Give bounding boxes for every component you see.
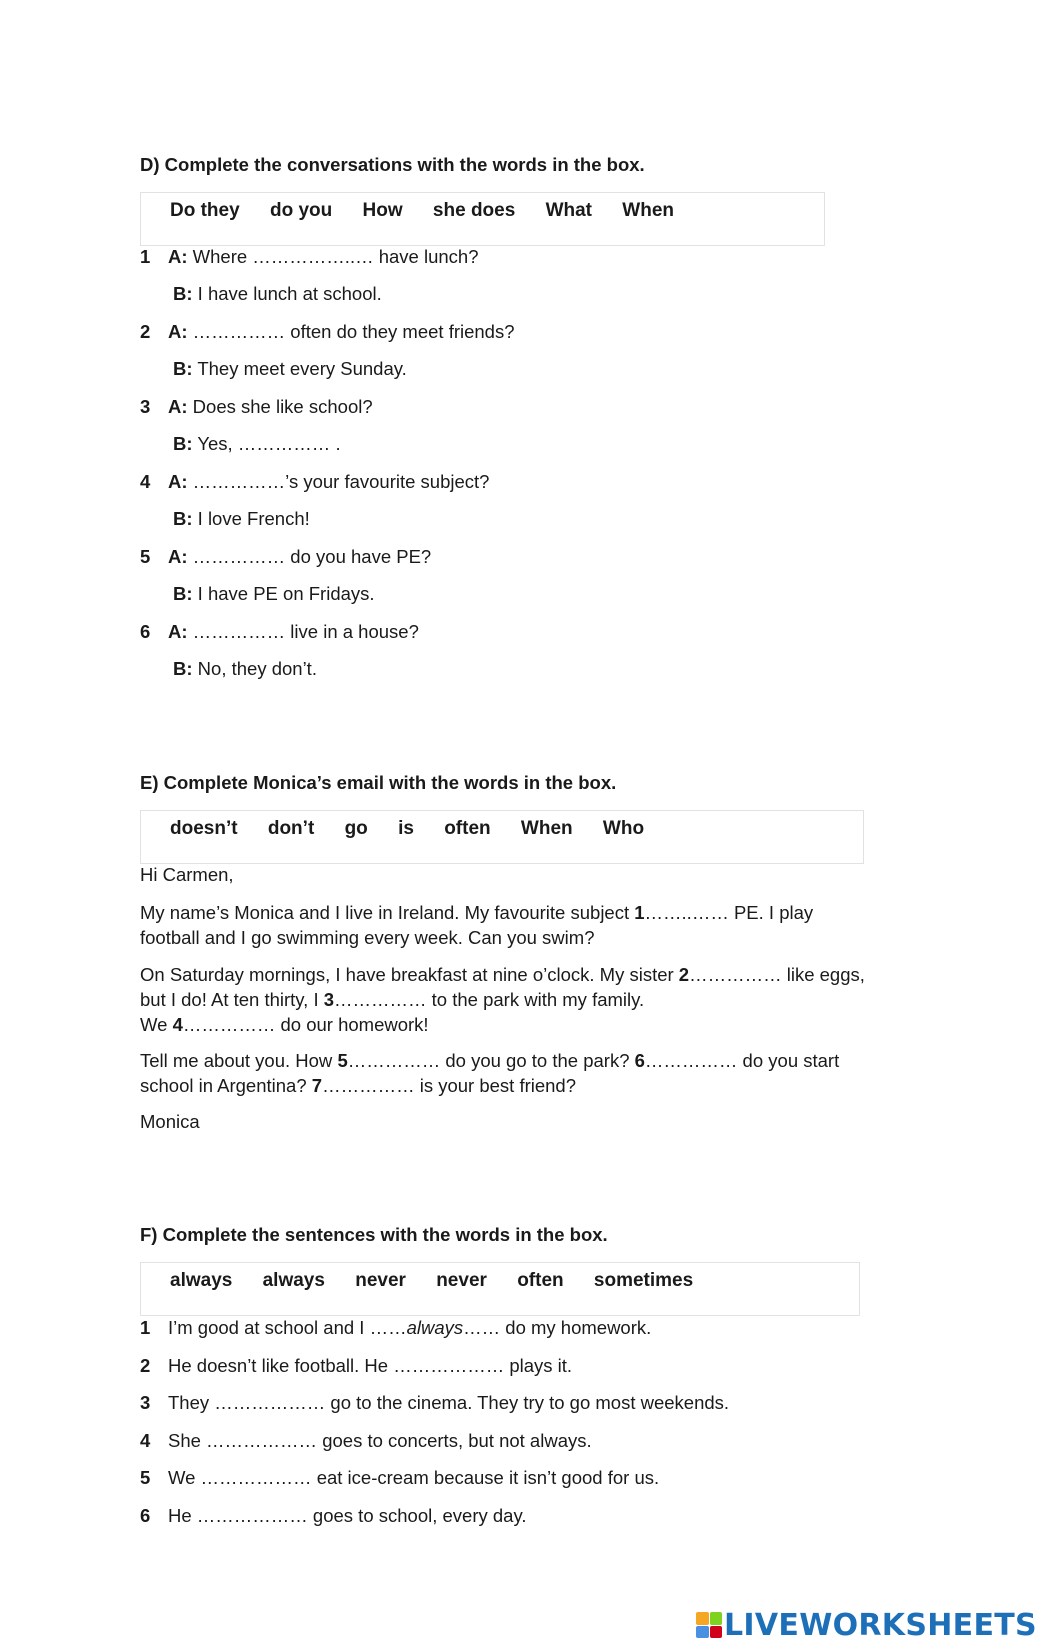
line-a-text[interactable]: ……………’s your favourite subject? (192, 471, 490, 492)
sentence-text: We ……………… eat ice-cream because it isn’t good for us. (168, 1467, 660, 1488)
line-b (173, 508, 310, 530)
sentence[interactable] (168, 1317, 651, 1339)
speaker-a-label: A: (168, 246, 188, 267)
line-b-text: I have PE on Fridays. (197, 583, 375, 604)
section-d-words (170, 200, 699, 222)
item-number: 5 (140, 546, 151, 567)
email-text-gap[interactable]: …………… to the park with my family. (334, 989, 645, 1010)
item-number: 4 (140, 471, 151, 492)
section-e-heading: E) Complete Monica’s email with the words in the box. (140, 772, 617, 793)
word-box-item: don’t (267, 818, 315, 839)
line-b-text: I have lunch at school. (197, 283, 382, 304)
item-number: 2 (140, 321, 151, 342)
sentence[interactable] (168, 1505, 526, 1527)
gap-number: 6 (634, 1050, 645, 1071)
line-a (168, 396, 373, 418)
word-box-item: What (545, 200, 593, 221)
speaker-b-label: B: (173, 433, 193, 454)
email-text-gap[interactable]: ……..…… PE. I play football and I go swimming every week. Can you swim? (140, 902, 814, 948)
word-box-item: Do they (170, 200, 240, 221)
speaker-a-label: A: (168, 321, 188, 342)
line-b-text: I love French! (197, 508, 310, 529)
sentence-text: They ……………… go to the cinema. They try to go most weekends. (168, 1392, 730, 1413)
speaker-a-label: A: (168, 471, 188, 492)
item-number: 3 (140, 396, 151, 417)
word-box-item: Who (602, 818, 645, 839)
item-number: 5 (140, 1467, 151, 1488)
gap-number: 7 (311, 1075, 323, 1096)
sentence-text: She ……………… goes to concerts, but not always. (168, 1430, 592, 1451)
speaker-b-label: B: (173, 283, 193, 304)
section-e-words (170, 818, 669, 840)
word-box-item: sometimes (593, 1270, 694, 1291)
sentence[interactable] (168, 1392, 729, 1414)
word-box-item: always (262, 1270, 325, 1291)
email-text: On Saturday mornings, I have breakfast at nine o’clock. My sister (140, 964, 679, 985)
word-box-item: When (520, 818, 573, 839)
email-text-gap[interactable]: …………… is your best friend? (322, 1075, 577, 1096)
sentence-text: I’m good at school and I …… (168, 1317, 407, 1338)
email-text-gap[interactable]: …………… do you start school in Argentina? (140, 1050, 840, 1096)
item-number: 6 (140, 1505, 151, 1526)
gap-number: 3 (323, 989, 335, 1010)
item-number: 2 (140, 1355, 151, 1376)
item-number: 3 (140, 1392, 151, 1413)
email-paragraph-1 (140, 900, 870, 950)
email-greeting: Hi Carmen, (140, 864, 234, 885)
email-text: My name’s Monica and I live in Ireland. My favourite subject (140, 902, 635, 923)
sentence-text: He doesn’t like football. He ……………… plays it. (168, 1355, 573, 1376)
line-a (168, 321, 515, 343)
line-b (173, 358, 407, 380)
section-f-heading: F) Complete the sentences with the words in the box. (140, 1224, 608, 1245)
speaker-b-label: B: (173, 658, 193, 679)
item-number: 1 (140, 1317, 151, 1338)
line-b (173, 283, 382, 305)
line-b (173, 658, 317, 680)
email-text-gap[interactable]: …………… do our homework! (182, 1014, 429, 1035)
line-b-text: No, they don’t. (197, 658, 317, 679)
gap-number: 1 (634, 902, 645, 923)
section-d-heading: D) Complete the conversations with the words in the box. (140, 154, 645, 175)
line-a (168, 471, 489, 493)
word-box-item: often (444, 818, 491, 839)
word-box-item: doesn’t (170, 818, 238, 839)
item-number: 6 (140, 621, 151, 642)
word-box-item: When (622, 200, 675, 221)
line-b-text: They meet every Sunday. (197, 358, 407, 379)
word-box-item: How (362, 200, 403, 221)
speaker-a-label: A: (168, 396, 188, 417)
gap-number: 4 (172, 1014, 183, 1035)
email-text: We (140, 1014, 173, 1035)
sentence[interactable] (168, 1467, 659, 1489)
email-text: Tell me about you. How (140, 1050, 338, 1071)
line-b (173, 583, 375, 605)
section-f-words (170, 1270, 718, 1292)
email-paragraph-2 (140, 962, 870, 1037)
gap-number: 2 (678, 964, 690, 985)
email-text-gap[interactable]: …………… like eggs, but I do! At ten thirty, I (140, 964, 865, 1010)
sentence-text: …… do my homework. (463, 1317, 652, 1338)
word-box-item: often (517, 1270, 564, 1291)
word-box-item: do you (269, 200, 333, 221)
word-box-item: she does (432, 200, 516, 221)
logo-text: LIVEWORKSHEETS (724, 1607, 1037, 1643)
line-a (168, 546, 431, 568)
logo-grid-icon (696, 1612, 722, 1638)
email-text-gap[interactable]: …………… do you go to the park? (347, 1050, 635, 1071)
sentence[interactable] (168, 1430, 592, 1452)
email-signature: Monica (140, 1111, 200, 1132)
speaker-a-label: A: (168, 621, 188, 642)
word-box-item: go (344, 818, 368, 839)
example-answer: always (406, 1317, 464, 1338)
speaker-b-label: B: (173, 583, 193, 604)
word-box-item: never (436, 1270, 487, 1291)
sentence-text: He ……………… goes to school, every day. (168, 1505, 527, 1526)
line-a-text: Does she like school? (192, 396, 373, 417)
line-a-text[interactable]: …………… live in a house? (192, 621, 419, 642)
speaker-b-label: B: (173, 508, 193, 529)
speaker-b-label: B: (173, 358, 193, 379)
line-b (173, 433, 341, 455)
word-box-item: always (170, 1270, 233, 1291)
word-box-item: never (355, 1270, 406, 1291)
sentence[interactable] (168, 1355, 572, 1377)
item-number: 4 (140, 1430, 151, 1451)
line-a (168, 621, 419, 643)
line-a-text[interactable]: …………… do you have PE? (192, 546, 432, 567)
line-b-text[interactable]: Yes, …………… . (197, 433, 341, 454)
line-a-text[interactable]: …………… often do they meet friends? (192, 321, 515, 342)
gap-number: 5 (337, 1050, 348, 1071)
word-box-item: is (398, 818, 414, 839)
email-paragraph-3 (140, 1048, 870, 1098)
liveworksheets-logo (696, 1608, 1037, 1642)
speaker-a-label: A: (168, 546, 188, 567)
line-a (168, 246, 479, 268)
item-number: 1 (140, 246, 151, 267)
line-a-text[interactable]: Where ……………..… have lunch? (192, 246, 479, 267)
